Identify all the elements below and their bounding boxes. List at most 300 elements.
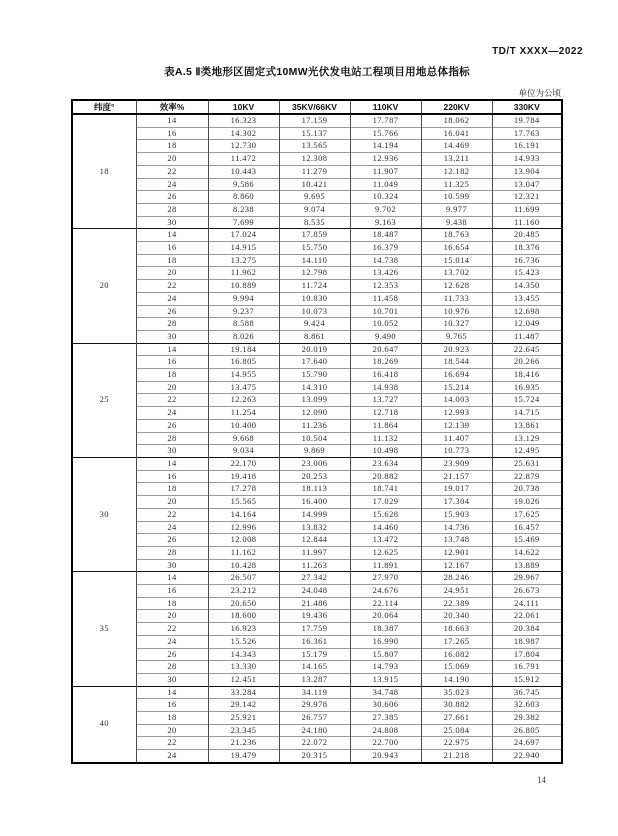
value-cell: 16.736	[492, 254, 562, 267]
value-cell: 32.603	[492, 699, 562, 712]
value-cell: 22.170	[208, 457, 279, 470]
table-row	[72, 419, 562, 432]
value-cell: 17.265	[421, 635, 492, 648]
value-cell: 23.345	[208, 724, 279, 737]
value-cell: 9.490	[350, 330, 421, 343]
efficiency-cell: 26	[136, 534, 208, 547]
value-cell: 14.110	[279, 254, 350, 267]
value-cell: 18.741	[350, 483, 421, 496]
efficiency-cell: 30	[136, 330, 208, 343]
column-header: 110KV	[350, 100, 421, 114]
value-cell: 12.625	[350, 546, 421, 559]
value-cell: 10.073	[279, 305, 350, 318]
value-cell: 18.113	[279, 483, 350, 496]
value-cell: 13.889	[492, 559, 562, 572]
efficiency-cell: 26	[136, 305, 208, 318]
table-row	[72, 305, 562, 318]
table-row	[72, 737, 562, 750]
efficiency-cell: 26	[136, 191, 208, 204]
value-cell: 35.023	[421, 686, 492, 699]
value-cell: 23.212	[208, 585, 279, 598]
table-row	[72, 610, 562, 623]
value-cell: 36.745	[492, 686, 562, 699]
latitude-cell: 40	[72, 686, 136, 763]
table-row	[72, 330, 562, 343]
value-cell: 13.129	[492, 432, 562, 445]
efficiency-cell: 24	[136, 635, 208, 648]
value-cell: 9.034	[208, 445, 279, 458]
value-cell: 20.266	[492, 356, 562, 369]
value-cell: 25.084	[421, 724, 492, 737]
value-cell: 10.052	[350, 318, 421, 331]
value-cell: 13.702	[421, 267, 492, 280]
value-cell: 8.535	[279, 216, 350, 229]
value-cell: 20.019	[279, 343, 350, 356]
value-cell: 22.645	[492, 343, 562, 356]
table-row	[72, 470, 562, 483]
value-cell: 14.622	[492, 546, 562, 559]
value-cell: 20.064	[350, 610, 421, 623]
table-row	[72, 292, 562, 305]
table-row	[72, 496, 562, 509]
value-cell: 10.428	[208, 559, 279, 572]
value-cell: 29.142	[208, 699, 279, 712]
value-cell: 12.495	[492, 445, 562, 458]
value-cell: 13.472	[350, 534, 421, 547]
value-cell: 16.191	[492, 140, 562, 153]
value-cell: 15.469	[492, 534, 562, 547]
value-cell: 15.903	[421, 508, 492, 521]
value-cell: 16.400	[279, 496, 350, 509]
efficiency-cell: 30	[136, 673, 208, 686]
value-cell: 16.923	[208, 623, 279, 636]
value-cell: 22.700	[350, 737, 421, 750]
efficiency-cell: 18	[136, 483, 208, 496]
value-cell: 17.759	[279, 623, 350, 636]
table-row	[72, 712, 562, 725]
value-cell: 27.342	[279, 572, 350, 585]
value-cell: 23.634	[350, 457, 421, 470]
value-cell: 8.860	[208, 191, 279, 204]
table-row	[72, 521, 562, 534]
value-cell: 12.353	[350, 280, 421, 293]
value-cell: 8.238	[208, 203, 279, 216]
value-cell: 13.330	[208, 661, 279, 674]
value-cell: 14.738	[350, 254, 421, 267]
value-cell: 10.889	[208, 280, 279, 293]
value-cell: 15.750	[279, 242, 350, 255]
value-cell: 14.469	[421, 140, 492, 153]
value-cell: 13.727	[350, 394, 421, 407]
value-cell: 16.041	[421, 127, 492, 140]
value-cell: 30.606	[350, 699, 421, 712]
value-cell: 11.263	[279, 559, 350, 572]
value-cell: 18.763	[421, 229, 492, 242]
value-cell: 11.891	[350, 559, 421, 572]
value-cell: 12.996	[208, 521, 279, 534]
value-cell: 15.724	[492, 394, 562, 407]
efficiency-cell: 28	[136, 318, 208, 331]
efficiency-cell: 20	[136, 610, 208, 623]
value-cell: 15.912	[492, 673, 562, 686]
value-cell: 17.763	[492, 127, 562, 140]
table-row	[72, 661, 562, 674]
value-cell: 12.182	[421, 165, 492, 178]
value-cell: 11.049	[350, 178, 421, 191]
efficiency-cell: 14	[136, 457, 208, 470]
table-row	[72, 178, 562, 191]
value-cell: 11.699	[492, 203, 562, 216]
value-cell: 24.048	[279, 585, 350, 598]
efficiency-cell: 16	[136, 242, 208, 255]
value-cell: 20.943	[350, 750, 421, 763]
table-row	[72, 356, 562, 369]
value-cell: 26.757	[279, 712, 350, 725]
latitude-cell: 30	[72, 457, 136, 571]
table-row	[72, 457, 562, 470]
efficiency-cell: 30	[136, 559, 208, 572]
efficiency-cell: 22	[136, 623, 208, 636]
value-cell: 18.600	[208, 610, 279, 623]
value-cell: 13.904	[492, 165, 562, 178]
value-cell: 9.977	[421, 203, 492, 216]
efficiency-cell: 16	[136, 127, 208, 140]
efficiency-cell: 24	[136, 178, 208, 191]
efficiency-cell: 26	[136, 648, 208, 661]
value-cell: 27.385	[350, 712, 421, 725]
value-cell: 18.544	[421, 356, 492, 369]
value-cell: 8.026	[208, 330, 279, 343]
efficiency-cell: 14	[136, 686, 208, 699]
table-row	[72, 242, 562, 255]
value-cell: 15.069	[421, 661, 492, 674]
value-cell: 11.997	[279, 546, 350, 559]
value-cell: 9.765	[421, 330, 492, 343]
value-cell: 23.006	[279, 457, 350, 470]
table-row	[72, 318, 562, 331]
value-cell: 9.586	[208, 178, 279, 191]
value-cell: 16.935	[492, 381, 562, 394]
value-cell: 14.933	[492, 153, 562, 166]
table-row	[72, 140, 562, 153]
latitude-cell: 25	[72, 343, 136, 457]
table-title: 表A.5 Ⅱ类地形区固定式10MW光伏发电站工程项目用地总体指标	[164, 66, 470, 78]
land-use-indicator-table	[71, 99, 563, 764]
value-cell: 13.099	[279, 394, 350, 407]
value-cell: 20.340	[421, 610, 492, 623]
value-cell: 16.361	[279, 635, 350, 648]
efficiency-cell: 22	[136, 394, 208, 407]
value-cell: 16.805	[208, 356, 279, 369]
value-cell: 23.909	[421, 457, 492, 470]
value-cell: 14.736	[421, 521, 492, 534]
value-cell: 34.119	[279, 686, 350, 699]
value-cell: 12.167	[421, 559, 492, 572]
latitude-cell: 18	[72, 114, 136, 229]
value-cell: 8.588	[208, 318, 279, 331]
value-cell: 19.184	[208, 343, 279, 356]
table-row	[72, 508, 562, 521]
value-cell: 15.565	[208, 496, 279, 509]
value-cell: 13.475	[208, 381, 279, 394]
table-row	[72, 114, 562, 127]
table-header-row	[72, 100, 562, 114]
table-row	[72, 445, 562, 458]
value-cell: 13.275	[208, 254, 279, 267]
value-cell: 18.987	[492, 635, 562, 648]
value-cell: 20.384	[492, 623, 562, 636]
value-cell: 12.844	[279, 534, 350, 547]
value-cell: 27.661	[421, 712, 492, 725]
value-cell: 9.163	[350, 216, 421, 229]
value-cell: 13.861	[492, 419, 562, 432]
value-cell: 17.159	[279, 114, 350, 127]
value-cell: 24.180	[279, 724, 350, 737]
table-row	[72, 267, 562, 280]
value-cell: 11.132	[350, 432, 421, 445]
efficiency-cell: 20	[136, 153, 208, 166]
value-cell: 9.695	[279, 191, 350, 204]
efficiency-cell: 18	[136, 597, 208, 610]
value-cell: 14.003	[421, 394, 492, 407]
value-cell: 11.407	[421, 432, 492, 445]
value-cell: 20.882	[350, 470, 421, 483]
table-row	[72, 394, 562, 407]
value-cell: 25.631	[492, 457, 562, 470]
value-cell: 16.457	[492, 521, 562, 534]
column-header: 35KV/66KV	[279, 100, 350, 114]
efficiency-cell: 22	[136, 280, 208, 293]
value-cell: 18.487	[350, 229, 421, 242]
efficiency-cell: 14	[136, 114, 208, 127]
doc-code: TD/T XXXX—2022	[492, 46, 583, 57]
value-cell: 9.869	[279, 445, 350, 458]
value-cell: 22.389	[421, 597, 492, 610]
value-cell: 10.498	[350, 445, 421, 458]
value-cell: 15.214	[421, 381, 492, 394]
value-cell: 16.323	[208, 114, 279, 127]
value-cell: 14.164	[208, 508, 279, 521]
efficiency-cell: 14	[136, 343, 208, 356]
value-cell: 18.663	[421, 623, 492, 636]
value-cell: 10.327	[421, 318, 492, 331]
table-row	[72, 216, 562, 229]
value-cell: 10.504	[279, 432, 350, 445]
value-cell: 11.733	[421, 292, 492, 305]
value-cell: 12.798	[279, 267, 350, 280]
value-cell: 20.923	[421, 343, 492, 356]
value-cell: 9.237	[208, 305, 279, 318]
value-cell: 16.990	[350, 635, 421, 648]
efficiency-cell: 16	[136, 585, 208, 598]
value-cell: 21.486	[279, 597, 350, 610]
value-cell: 20.253	[279, 470, 350, 483]
value-cell: 21.218	[421, 750, 492, 763]
efficiency-cell: 16	[136, 699, 208, 712]
value-cell: 19.436	[279, 610, 350, 623]
value-cell: 14.915	[208, 242, 279, 255]
value-cell: 17.640	[279, 356, 350, 369]
table-row	[72, 254, 562, 267]
value-cell: 14.715	[492, 407, 562, 420]
page-number: 14	[537, 775, 546, 785]
value-cell: 14.310	[279, 381, 350, 394]
value-cell: 11.160	[492, 216, 562, 229]
efficiency-cell: 22	[136, 165, 208, 178]
value-cell: 22.114	[350, 597, 421, 610]
value-cell: 14.165	[279, 661, 350, 674]
value-cell: 24.676	[350, 585, 421, 598]
value-cell: 12.993	[421, 407, 492, 420]
value-cell: 10.830	[279, 292, 350, 305]
value-cell: 15.526	[208, 635, 279, 648]
value-cell: 16.418	[350, 369, 421, 382]
value-cell: 21.236	[208, 737, 279, 750]
value-cell: 17.859	[279, 229, 350, 242]
value-cell: 12.308	[279, 153, 350, 166]
table-row	[72, 432, 562, 445]
value-cell: 12.263	[208, 394, 279, 407]
value-cell: 18.416	[492, 369, 562, 382]
value-cell: 29.978	[279, 699, 350, 712]
value-cell: 21.157	[421, 470, 492, 483]
value-cell: 12.901	[421, 546, 492, 559]
value-cell: 11.458	[350, 292, 421, 305]
value-cell: 12.730	[208, 140, 279, 153]
efficiency-cell: 22	[136, 508, 208, 521]
table-row	[72, 369, 562, 382]
value-cell: 14.460	[350, 521, 421, 534]
column-header: 220KV	[421, 100, 492, 114]
efficiency-cell: 24	[136, 407, 208, 420]
value-cell: 19.026	[492, 496, 562, 509]
value-cell: 9.994	[208, 292, 279, 305]
table-row	[72, 381, 562, 394]
value-cell: 11.907	[350, 165, 421, 178]
value-cell: 10.400	[208, 419, 279, 432]
value-cell: 12.321	[492, 191, 562, 204]
value-cell: 13.211	[421, 153, 492, 166]
column-header: 330KV	[492, 100, 562, 114]
value-cell: 24.808	[350, 724, 421, 737]
value-cell: 19.418	[208, 470, 279, 483]
value-cell: 8.861	[279, 330, 350, 343]
value-cell: 25.921	[208, 712, 279, 725]
value-cell: 16.379	[350, 242, 421, 255]
value-cell: 14.302	[208, 127, 279, 140]
value-cell: 19.017	[421, 483, 492, 496]
value-cell: 13.565	[279, 140, 350, 153]
value-cell: 11.162	[208, 546, 279, 559]
value-cell: 11.487	[492, 330, 562, 343]
value-cell: 11.724	[279, 280, 350, 293]
efficiency-cell: 28	[136, 546, 208, 559]
efficiency-cell: 28	[136, 661, 208, 674]
table-row	[72, 127, 562, 140]
table-row	[72, 343, 562, 356]
value-cell: 22.940	[492, 750, 562, 763]
table-row	[72, 648, 562, 661]
efficiency-cell: 20	[136, 496, 208, 509]
value-cell: 11.962	[208, 267, 279, 280]
table-row	[72, 673, 562, 686]
efficiency-cell: 16	[136, 356, 208, 369]
efficiency-cell: 20	[136, 381, 208, 394]
table-row	[72, 280, 562, 293]
value-cell: 18.062	[421, 114, 492, 127]
value-cell: 10.443	[208, 165, 279, 178]
table-row	[72, 534, 562, 547]
value-cell: 24.697	[492, 737, 562, 750]
value-cell: 14.194	[350, 140, 421, 153]
value-cell: 10.421	[279, 178, 350, 191]
value-cell: 12.451	[208, 673, 279, 686]
value-cell: 9.702	[350, 203, 421, 216]
table-row	[72, 407, 562, 420]
value-cell: 15.137	[279, 127, 350, 140]
value-cell: 15.790	[279, 369, 350, 382]
value-cell: 14.999	[279, 508, 350, 521]
value-cell: 12.628	[421, 280, 492, 293]
table-row	[72, 483, 562, 496]
value-cell: 20.485	[492, 229, 562, 242]
value-cell: 17.278	[208, 483, 279, 496]
value-cell: 33.284	[208, 686, 279, 699]
value-cell: 10.773	[421, 445, 492, 458]
value-cell: 27.970	[350, 572, 421, 585]
unit-note: 单位为公顷	[518, 88, 561, 98]
value-cell: 30.882	[421, 699, 492, 712]
table-row	[72, 699, 562, 712]
column-header: 效率%	[136, 100, 208, 114]
column-header: 纬度°	[72, 100, 136, 114]
value-cell: 13.748	[421, 534, 492, 547]
value-cell: 12.049	[492, 318, 562, 331]
value-cell: 10.701	[350, 305, 421, 318]
value-cell: 14.793	[350, 661, 421, 674]
efficiency-cell: 24	[136, 750, 208, 763]
table-row	[72, 750, 562, 763]
value-cell: 9.074	[279, 203, 350, 216]
value-cell: 20.738	[492, 483, 562, 496]
value-cell: 14.938	[350, 381, 421, 394]
value-cell: 18.387	[350, 623, 421, 636]
value-cell: 22.072	[279, 737, 350, 750]
value-cell: 11.472	[208, 153, 279, 166]
efficiency-cell: 20	[136, 724, 208, 737]
column-header: 10KV	[208, 100, 279, 114]
value-cell: 13.047	[492, 178, 562, 191]
value-cell: 13.426	[350, 267, 421, 280]
value-cell: 16.791	[492, 661, 562, 674]
value-cell: 11.236	[279, 419, 350, 432]
value-cell: 15.179	[279, 648, 350, 661]
value-cell: 22.879	[492, 470, 562, 483]
efficiency-cell: 18	[136, 369, 208, 382]
value-cell: 16.082	[421, 648, 492, 661]
value-cell: 22.061	[492, 610, 562, 623]
table-row	[72, 724, 562, 737]
value-cell: 26.507	[208, 572, 279, 585]
efficiency-cell: 24	[136, 521, 208, 534]
efficiency-cell: 30	[136, 445, 208, 458]
value-cell: 12.718	[350, 407, 421, 420]
table-row	[72, 165, 562, 178]
table-row	[72, 623, 562, 636]
value-cell: 20.315	[279, 750, 350, 763]
value-cell: 28.246	[421, 572, 492, 585]
value-cell: 15.423	[492, 267, 562, 280]
